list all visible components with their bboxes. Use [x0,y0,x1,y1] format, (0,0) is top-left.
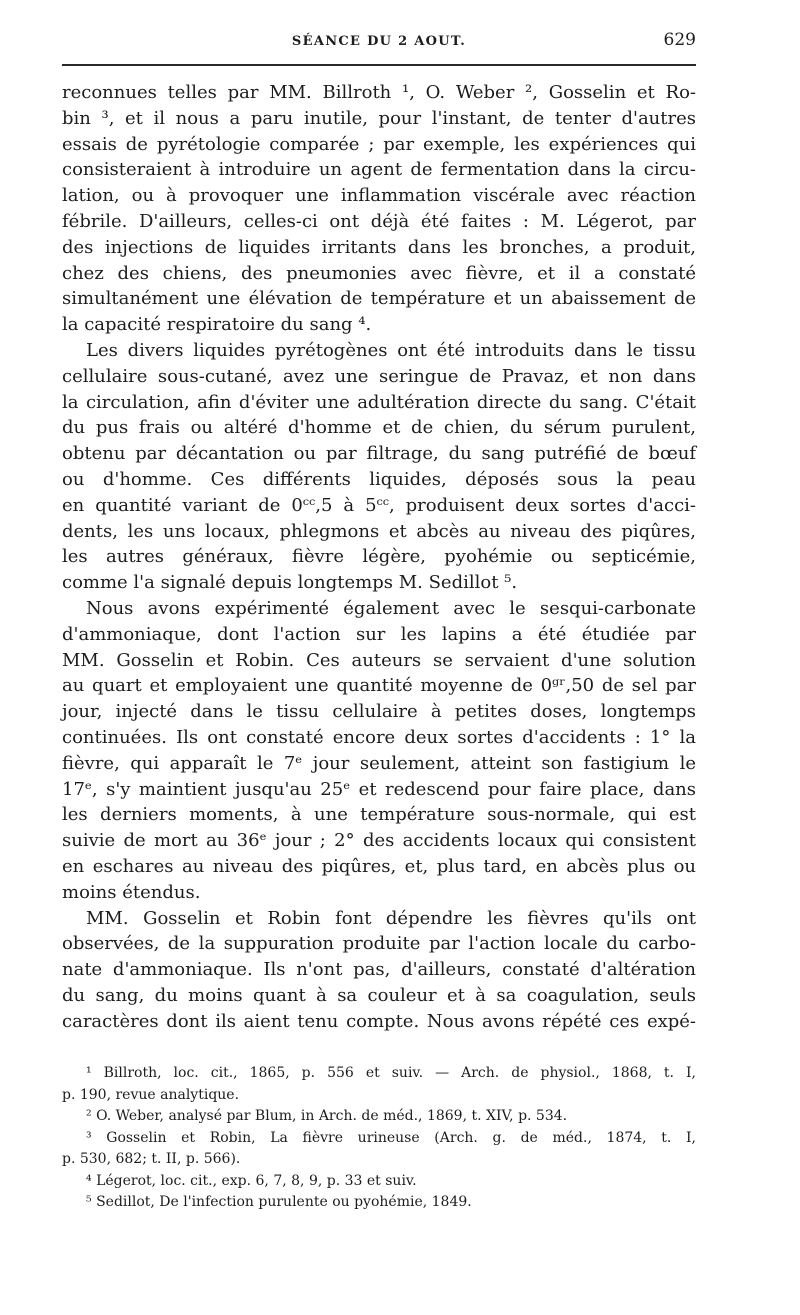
running-head-title: SÉANCE DU 2 AOUT. [291,34,467,49]
body-line: nate d'ammoniaque. Ils n'ont pas, d'ailleurs, constaté d'altération [62,959,696,981]
body-line: simultanément une élévation de température et un abaissement de [62,288,696,310]
body-line: fébrile. D'ailleurs, celles-ci ont déjà été faites : M. Légerot, par [62,210,696,232]
page-number: 629 [663,30,696,50]
body-line: la circulation, afin d'éviter une adultération directe du sang. C'était [62,391,696,413]
body-line: continuées. Ils ont constaté encore deux sortes d'accidents : 1° la [62,726,696,748]
footnote-line: ³ Gosselin et Robin, La fièvre urineuse (Arch. g. de méd., 1874, t. I, [86,1129,696,1146]
body-line: reconnues telles par MM. Billroth ¹, O. Weber ², Gosselin et Ro- [62,82,696,103]
body-line: chez des chiens, des pneumonies avec fièvre, et il a constaté [62,262,696,284]
footnote-line: ² O. Weber, analysé par Blum, in Arch. de méd., 1869, t. XIV, p. 534. [86,1108,568,1124]
body-line: fièvre, qui apparaît le 7ᵉ jour seulement, atteint son fastigium le [62,752,696,774]
body-line: suivie de mort au 36ᵉ jour ; 2° des accidents locaux qui consistent [62,830,696,852]
body-line: Les divers liquides pyrétogènes ont été introduits dans le tissu [86,339,696,361]
body-line: dents, les uns locaux, phlegmons et abcès au niveau des piqûres, [62,520,696,542]
body-line: obtenu par décantation ou par filtrage, du sang putréfié de bœuf [62,443,696,465]
body-line: MM. Gosselin et Robin. Ces auteurs se servaient d'une solution [62,649,696,671]
body-line: consisteraient à introduire un agent de fermentation dans la circu- [62,159,696,181]
body-line: 17ᵉ, s'y maintient jusqu'au 25ᵉ et redescend pour faire place, dans [62,778,696,800]
footnote-line: ¹ Billroth, loc. cit., 1865, p. 556 et suiv. — Arch. de physiol., 1868, t. I, [86,1065,696,1081]
body-line: en quantité variant de 0ᶜᶜ,5 à 5ᶜᶜ, produisent deux sortes d'acci- [62,494,696,516]
body-line: jour, injecté dans le tissu cellulaire à petites doses, longtemps [62,701,696,723]
body-line: des injections de liquides irritants dans les bronches, a produit, [62,236,696,258]
body-line: ou d'homme. Ces différents liquides, déposés sous la peau [62,468,696,490]
footnote-line: ⁴ Légerot, loc. cit., exp. 6, 7, 8, 9, p. 33 et suiv. [86,1172,417,1189]
body-line: les autres généraux, fièvre légère, pyohémie ou septicémie, [62,546,696,568]
body-line: moins étendus. [62,881,201,903]
footnote-line: p. 530, 682; t. II, p. 566). [62,1151,241,1167]
body-line: cellulaire sous-cutané, avez une seringue de Pravaz, et non dans [62,365,696,387]
body-line: MM. Gosselin et Robin font dépendre les fièvres qu'ils ont [86,907,696,929]
body-line: en eschares au niveau des piqûres, et, plus tard, en abcès plus ou [62,855,696,877]
body-line: au quart et employaient une quantité moyenne de 0ᵍʳ,50 de sel par [62,675,696,697]
body-line: caractères dont ils aient tenu compte. Nous avons répété ces expé- [62,1010,696,1032]
body-line: d'ammoniaque, dont l'action sur les lapins a été étudiée par [62,623,696,645]
header-rule [62,64,696,66]
body-text [62,80,696,1034]
body-line: lation, ou à provoquer une inflammation viscérale avec réaction [62,185,696,207]
body-line: bin ³, et il nous a paru inutile, pour l'instant, de tenter d'autres [62,107,696,129]
body-line: comme l'a signalé depuis longtemps M. Sedillot ⁵. [62,572,518,594]
body-line: essais de pyrétologie comparée ; par exemple, les expériences qui [62,133,696,155]
footnote-line: ⁵ Sedillot, De l'infection purulente ou pyohémie, 1849. [86,1194,472,1210]
footnote-line: p. 190, revue analytique. [62,1086,240,1103]
body-line: du pus frais ou altéré d'homme et de chien, du sérum purulent, [62,417,696,439]
footnotes [62,1063,696,1214]
body-line: les derniers moments, à une température sous-normale, qui est [62,804,696,826]
running-head [62,30,696,54]
body-line: Nous avons expérimenté également avec le sesqui-carbonate [86,597,696,619]
body-line: observées, de la suppuration produite par l'action locale du carbo- [62,933,696,955]
body-line: du sang, du moins quant à sa couleur et à sa coagulation, seuls [62,984,696,1006]
body-line: la capacité respiratoire du sang ⁴. [62,314,372,336]
